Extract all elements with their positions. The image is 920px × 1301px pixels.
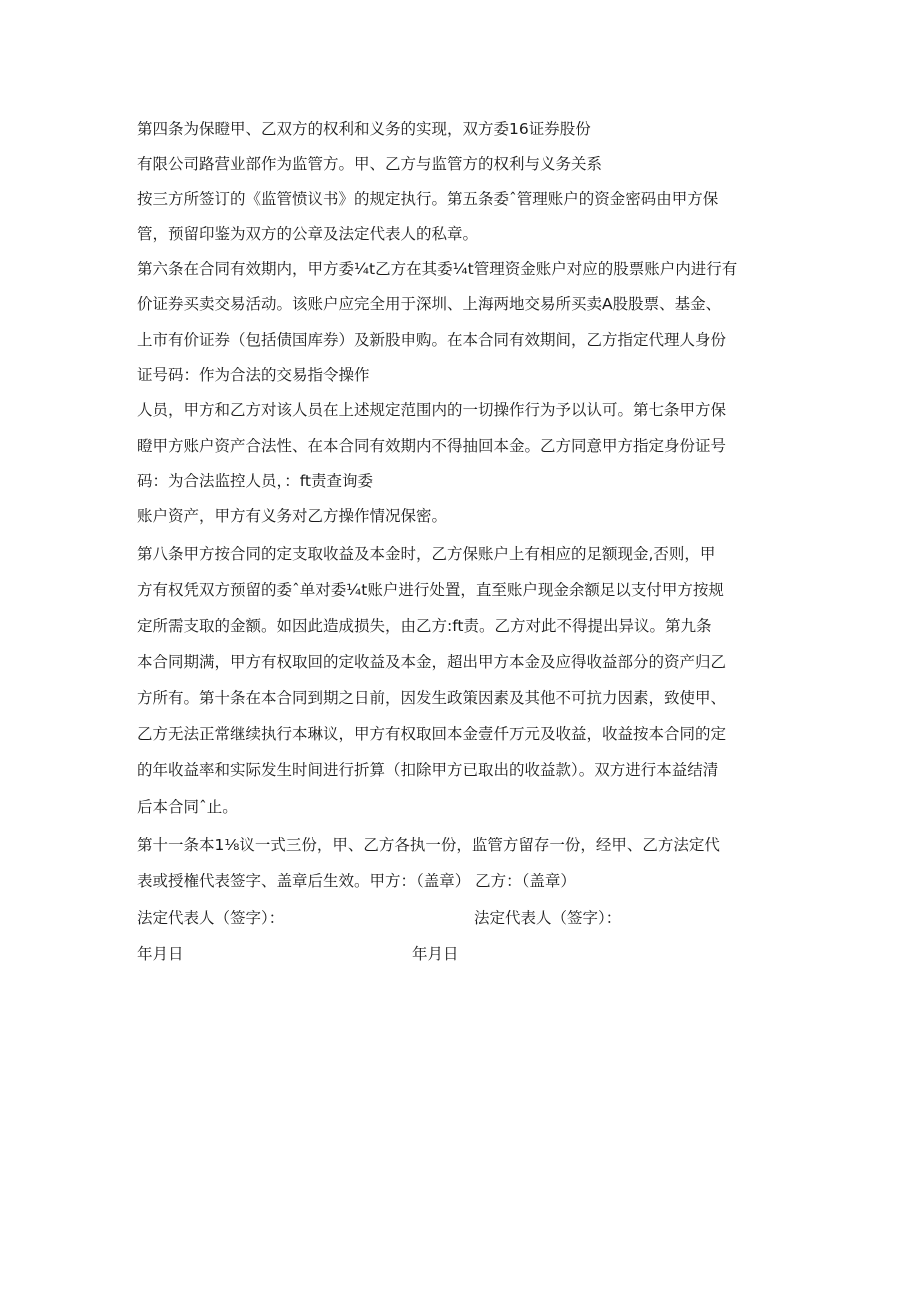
party-b-representative-label: 法定代表人（签字）： [474,909,622,927]
party-b-date-label: 年月日 [412,945,459,963]
body-line: 定所需支取的金额。如因此造成损失，由乙方:ft责。乙方对此不得提出异议。第九条 [137,617,712,635]
body-line: 第十一条本1⅛议一式三份，甲、乙方各执一份，监管方留存一份，经甲、乙方法定代 [137,836,720,854]
body-line: 码：为合法监控人员，：ft责查询委 [137,472,374,490]
body-line: 瞪甲方账户资产合法性、在本合同有效期内不得抽回本金。乙方同意甲方指定身份证号 [137,437,727,455]
body-line: 后本合同ˆ止。 [137,798,238,816]
body-line: 第八条甲方按合同的定支取收益及本金时，乙方保账户上有相应的足额现金,否则，甲 [137,545,716,563]
body-line: 表或授権代表签字、盖章后生效。甲方：（盖章） 乙方：（盖章） [137,872,576,890]
body-line: 管，预留印鉴为双方的公章及法定代表人的私章。 [137,225,479,243]
body-line: 有限公司路营业部作为监管方。甲、乙方与监管方的权利与义务关系 [137,155,603,173]
body-line: 方有权凭双方预留的委ˆ单对委¼t账户进行处置，直至账户现金余额足以支付甲方按规 [137,581,724,599]
body-line: 本合同期满，甲方有权取回的定收益及本金，超出甲方本金及应得收益部分的资产归乙 [137,653,727,671]
party-a-representative-label: 法定代表人（签字）： [137,909,285,927]
body-line: 的年收益率和实际发生时间进行折算（扣除甲方已取出的收益款）。双方进行本益结清 [137,761,719,779]
body-line: 乙方无法正常继续执行本琳议，甲方有权取回本金壹仟万元及收益，收益按本合同的定 [137,725,727,743]
party-a-date-label: 年月日 [137,945,184,963]
body-line: 账户资产，甲方有义务对乙方操作情况保密。 [137,507,448,525]
body-line: 上市有价证券（包括债国库券）及新股申购。在本合同有效期间，乙方指定代理人身份 [137,331,727,349]
body-line: 证号码：作为合法的交易指令操作 [137,366,370,384]
body-line: 价证券买卖交易活动。该账户应完全用于深圳、上海两地交易所买卖A股股票、基金、 [137,295,722,313]
body-line: 按三方所签订的《监管愤议书》的规定执行。第五条委ˆ管理账户的资金密码由甲方保 [137,190,719,208]
body-line: 人员，甲方和乙方对该人员在上述规定范围内的一切操作行为予以认可。第七条甲方保 [137,401,727,419]
body-line: 方所有。第十条在本合同到期之日前，因发生政策因素及其他不可抗力因素，致使甲、 [137,689,727,707]
body-line: 第四条为保瞪甲、乙双方的权利和义务的实现，双方委16证券股份 [137,120,591,138]
body-line: 第六条在合同有效期内，甲方委¼t乙方在其委¼t管理资金账户对应的股票账户内进行有 [137,260,738,278]
